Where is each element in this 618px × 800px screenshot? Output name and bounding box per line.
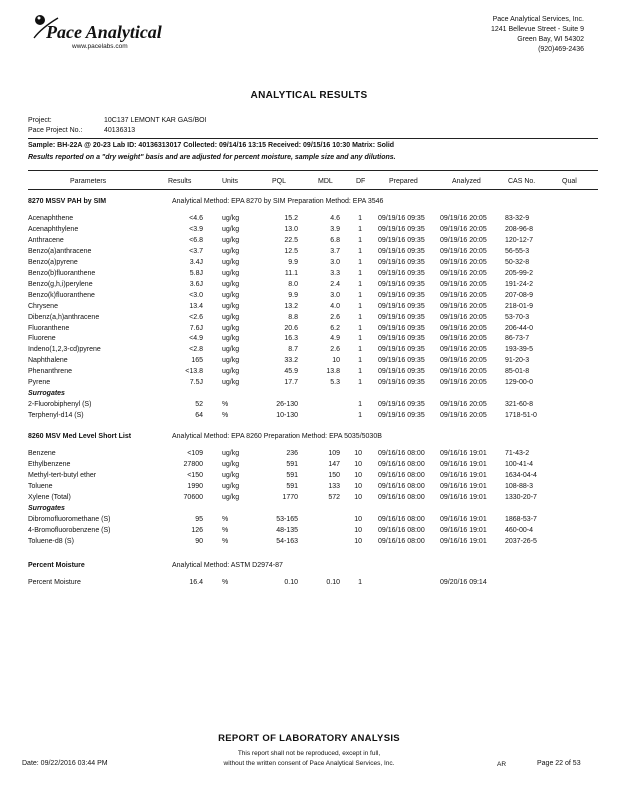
table-cell: ug/kg <box>222 225 240 233</box>
table-cell: 09/19/16 09:35 <box>378 269 425 277</box>
report-date: Date: 09/22/2016 03:44 PM <box>22 760 108 767</box>
table-cell: 1 <box>358 357 362 365</box>
table-cell: 10 <box>354 493 362 501</box>
section-method: Analytical Method: EPA 8270 by SIM Preparation Method: EPA 3546 <box>172 198 384 205</box>
col-cas: CAS No. <box>508 178 536 185</box>
table-cell: 52 <box>195 401 203 409</box>
section-name: Percent Moisture <box>28 561 85 569</box>
table-cell: 133 <box>328 482 340 490</box>
table-cell: 71-43-2 <box>505 450 530 458</box>
table-cell: 13.0 <box>284 225 298 233</box>
table-cell: 09/19/16 09:35 <box>378 302 425 310</box>
table-cell: 165 <box>191 357 203 365</box>
table-cell: 09/16/16 08:00 <box>378 493 425 501</box>
surrogates-label: Surrogates <box>28 390 65 398</box>
table-cell: 09/19/16 20:05 <box>440 412 487 420</box>
results-note: Results reported on a "dry weight" basis and are adjusted for percent moisture, sample size and any dilutions. <box>28 154 396 161</box>
col-parameters: Parameters <box>70 178 107 185</box>
table-cell: 11.1 <box>284 269 298 277</box>
table-cell: 8.7 <box>288 346 298 354</box>
table-cell: 22.5 <box>284 236 298 244</box>
table-cell: 09/16/16 19:01 <box>440 461 487 468</box>
table-cell: 218-01-9 <box>505 302 534 310</box>
section-method: Analytical Method: EPA 8260 Preparation Method: EPA 5035/5030B <box>172 433 382 441</box>
table-cell: ug/kg <box>222 461 240 468</box>
table-cell: 09/16/16 08:00 <box>378 482 425 490</box>
table-cell: <6.8 <box>189 236 203 244</box>
table-cell: 8.8 <box>288 313 298 321</box>
table-cell: Acenaphthene <box>28 215 74 222</box>
col-pql: PQL <box>272 178 287 185</box>
table-cell: 7.5J <box>189 379 203 387</box>
table-cell: <2.8 <box>189 346 203 354</box>
table-cell: <2.6 <box>189 313 203 321</box>
table-cell: % <box>222 412 229 420</box>
table-cell: 90 <box>195 537 203 545</box>
table-cell: 09/16/16 19:01 <box>440 450 487 458</box>
table-cell: 10 <box>354 482 362 490</box>
col-mdl: MDL <box>318 178 333 185</box>
table-cell: 13.2 <box>284 302 298 310</box>
table-cell: 09/19/16 20:05 <box>440 335 487 343</box>
table-cell: 09/16/16 08:00 <box>378 461 425 468</box>
table-cell: 0.10 <box>326 578 340 586</box>
table-cell: 09/19/16 20:05 <box>440 280 487 288</box>
company-name: Pace Analytical Services, Inc. <box>492 16 584 23</box>
table-cell: 7.6J <box>189 324 203 332</box>
table-cell: 3.4J <box>189 258 203 266</box>
table-cell: 10 <box>354 471 362 479</box>
table-cell: 10 <box>354 526 362 534</box>
logo-url: www.pacelabs.com <box>72 43 128 50</box>
table-cell: ug/kg <box>222 493 240 501</box>
table-cell: 2.6 <box>330 346 340 354</box>
company-address <box>491 15 584 55</box>
table-cell: ug/kg <box>222 324 240 332</box>
table-cell: 4-Bromofluorobenzene (S) <box>28 526 111 534</box>
table-cell: 1 <box>358 225 362 233</box>
table-cell: Chrysene <box>28 302 58 310</box>
table-cell: 09/19/16 20:05 <box>440 357 487 365</box>
table-cell: 09/19/16 20:05 <box>440 401 487 409</box>
table-cell: 1 <box>358 258 362 266</box>
section-name: 8260 MSV Med Level Short List <box>28 433 132 441</box>
table-cell: 70600 <box>183 493 203 501</box>
table-cell: 1 <box>358 368 362 376</box>
page-number: Page 22 of 53 <box>537 760 581 767</box>
table-cell: 09/19/16 20:05 <box>440 258 487 266</box>
table-cell: ug/kg <box>222 258 240 266</box>
table-cell: 12.5 <box>284 247 298 255</box>
table-cell: 53-165 <box>276 515 298 523</box>
table-cell: 1 <box>358 578 362 586</box>
page-title: ANALYTICAL RESULTS <box>250 90 368 101</box>
table-cell: 09/19/16 20:05 <box>440 313 487 321</box>
table-cell: 2.6 <box>330 313 340 321</box>
table-cell: <3.0 <box>189 291 203 299</box>
table-cell: ug/kg <box>222 236 240 244</box>
table-cell: 1634-04-4 <box>505 471 537 479</box>
table-cell: <150 <box>187 471 203 479</box>
company-city: Green Bay, WI 54302 <box>517 36 584 43</box>
table-cell: 09/19/16 20:05 <box>440 247 487 255</box>
disclaimer-line-1: This report shall not be reproduced, except in full, <box>237 750 381 757</box>
table-cell: Ethylbenzene <box>28 461 71 468</box>
table-cell: ug/kg <box>222 450 240 458</box>
table-cell: 109 <box>328 450 340 458</box>
table-cell: 4.9 <box>330 335 340 343</box>
table-cell: 53-70-3 <box>505 313 530 321</box>
table-cell: 10 <box>354 537 362 545</box>
table-cell: 86-73-7 <box>505 335 530 343</box>
table-cell: <3.9 <box>189 225 203 233</box>
table-cell: 205-99-2 <box>505 269 534 277</box>
table-cell: ug/kg <box>222 247 240 255</box>
table-cell: % <box>222 401 229 409</box>
table-cell: 09/19/16 09:35 <box>378 335 425 343</box>
table-cell: % <box>222 578 229 586</box>
table-cell: Benzo(a)pyrene <box>28 258 78 266</box>
table-cell: <3.7 <box>189 247 203 255</box>
table-cell: 09/16/16 08:00 <box>378 537 425 545</box>
table-cell: 193-39-5 <box>505 346 534 354</box>
table-cell: 09/16/16 08:00 <box>378 450 425 458</box>
table-cell: 3.6J <box>189 280 203 288</box>
table-cell: 591 <box>286 461 298 468</box>
table-cell: 4.6 <box>330 215 340 222</box>
table-cell: Fluoranthene <box>28 324 70 332</box>
table-cell: Pyrene <box>28 379 51 387</box>
table-cell: 09/19/16 09:35 <box>378 357 425 365</box>
table-cell: 20.6 <box>284 324 298 332</box>
table-cell: 3.9 <box>330 225 340 233</box>
table-cell: Toluene <box>28 482 53 490</box>
section-name: 8270 MSSV PAH by SIM <box>28 198 107 205</box>
table-cell: 09/16/16 19:01 <box>440 526 487 534</box>
table-cell: 572 <box>328 493 340 501</box>
table-cell: 206-44-0 <box>505 324 534 332</box>
table-cell: Benzo(g,h,i)perylene <box>28 280 93 288</box>
disclaimer-line-2: without the written consent of Pace Analytical Services, Inc. <box>223 760 395 767</box>
table-cell: ug/kg <box>222 291 240 299</box>
pace-project-label: Pace Project No.: <box>28 127 83 134</box>
table-cell: 09/16/16 19:01 <box>440 482 487 490</box>
table-cell: 54-163 <box>276 537 298 545</box>
table-cell: 09/19/16 20:05 <box>440 291 487 299</box>
table-cell: <13.8 <box>185 368 203 376</box>
table-cell: Dibenz(a,h)anthracene <box>28 313 100 321</box>
table-cell: 147 <box>328 461 340 468</box>
table-cell: 460-00-4 <box>505 526 534 534</box>
pace-project-value: 40136313 <box>104 127 136 134</box>
company-street: 1241 Bellevue Street - Suite 9 <box>490 26 584 33</box>
sample-line: Sample: BH-22A @ 20-23 Lab ID: 40136313017 Collected: 09/14/16 13:15 Received: 09/15/16 10:30 Matrix: Solid <box>28 142 395 149</box>
table-cell: 5.8J <box>189 269 203 277</box>
table-cell: 2-Fluorobiphenyl (S) <box>28 401 92 409</box>
table-cell: 09/16/16 08:00 <box>378 526 425 534</box>
table-cell: Indeno(1,2,3-cd)pyrene <box>28 346 101 354</box>
table-cell: <4.9 <box>189 335 203 343</box>
project-value: 10C137 LEMONT KAR GAS/BOI <box>104 117 207 124</box>
table-cell: 1330-20-7 <box>505 493 537 501</box>
table-cell: 191-24-2 <box>505 280 534 288</box>
table-cell: Terphenyl-d14 (S) <box>28 412 84 420</box>
table-cell: 15.2 <box>284 215 298 222</box>
table-cell: 09/19/16 09:35 <box>378 247 425 255</box>
table-cell: ug/kg <box>222 346 240 354</box>
table-cell: ug/kg <box>222 313 240 321</box>
table-cell: 13.4 <box>189 302 203 310</box>
table-cell: 8.0 <box>288 280 298 288</box>
table-cell: 150 <box>328 471 340 479</box>
table-cell: 16.4 <box>189 578 203 586</box>
table-cell: 10 <box>354 450 362 458</box>
table-cell: ug/kg <box>222 357 240 365</box>
table-cell: 10 <box>354 515 362 523</box>
table-cell: ug/kg <box>222 215 240 222</box>
table-cell: 1718-51-0 <box>505 412 537 420</box>
table-cell: 09/19/16 20:05 <box>440 236 487 244</box>
table-cell: Benzo(b)fluoranthene <box>28 269 96 277</box>
table-cell: 1 <box>358 401 362 409</box>
table-cell: 33.2 <box>284 357 298 365</box>
table-cell: 4.0 <box>330 302 340 310</box>
col-units: Units <box>222 178 238 185</box>
table-cell: 48-135 <box>276 526 298 534</box>
table-cell: 50-32-8 <box>505 258 530 266</box>
table-cell: ug/kg <box>222 269 240 277</box>
table-cell: 1 <box>358 302 362 310</box>
table-cell: 09/19/16 09:35 <box>378 401 425 409</box>
table-cell: ug/kg <box>222 335 240 343</box>
table-cell: 95 <box>195 515 203 523</box>
company-phone: (920)469-2436 <box>538 46 584 53</box>
table-cell: Naphthalene <box>28 357 68 365</box>
table-cell: 236 <box>286 450 298 458</box>
table-cell: 09/20/16 09:14 <box>440 578 487 586</box>
table-cell: 09/19/16 09:35 <box>378 368 425 376</box>
section-method: Analytical Method: ASTM D2974-87 <box>172 561 283 569</box>
table-cell: Percent Moisture <box>28 578 81 586</box>
table-cell: 207-08-9 <box>505 291 534 299</box>
table-cell: 1 <box>358 335 362 343</box>
surrogates-label: Surrogates <box>28 504 65 512</box>
table-cell: 10-130 <box>276 412 298 420</box>
table-cell: 09/19/16 20:05 <box>440 379 487 387</box>
report-initials: AR <box>497 761 507 768</box>
table-cell: 09/19/16 09:35 <box>378 313 425 321</box>
table-cell: 83-32-9 <box>505 215 530 222</box>
table-cell: <4.6 <box>189 215 203 222</box>
divider <box>28 170 598 171</box>
table-cell: 56-55-3 <box>505 247 530 255</box>
table-cell: 09/16/16 19:01 <box>440 471 487 479</box>
table-cell: 5.3 <box>330 379 340 387</box>
table-cell: ug/kg <box>222 368 240 376</box>
table-cell: 09/19/16 09:35 <box>378 225 425 233</box>
table-cell: 1 <box>358 313 362 321</box>
table-cell: 26-130 <box>276 401 298 409</box>
table-cell: 1868-53-7 <box>505 515 537 523</box>
divider <box>28 138 598 139</box>
table-cell: 10 <box>354 461 362 468</box>
table-cell: 108-88-3 <box>505 482 534 490</box>
table-cell: 09/16/16 08:00 <box>378 471 425 479</box>
table-cell: % <box>222 537 229 545</box>
table-cell: 09/16/16 19:01 <box>440 515 487 523</box>
table-cell: % <box>222 515 229 523</box>
table-cell: Phenanthrene <box>28 368 72 376</box>
table-cell: 100-41-4 <box>505 461 534 468</box>
table-cell: 3.7 <box>330 247 340 255</box>
table-cell: 591 <box>286 471 298 479</box>
table-cell: 09/19/16 20:05 <box>440 269 487 277</box>
table-cell: <109 <box>187 450 203 458</box>
table-cell: 10 <box>332 357 340 365</box>
table-cell: 13.8 <box>326 368 340 376</box>
table-cell: 09/16/16 08:00 <box>378 515 425 523</box>
table-cell: Toluene-d8 (S) <box>28 537 74 545</box>
table-cell: 45.9 <box>284 368 298 376</box>
table-cell: Fluorene <box>28 335 56 343</box>
table-cell: 2.4 <box>330 280 340 288</box>
table-cell: 09/19/16 20:05 <box>440 368 487 376</box>
col-qual: Qual <box>562 178 577 185</box>
table-cell: 120-12-7 <box>505 236 534 244</box>
table-cell: Benzo(k)fluoranthene <box>28 291 95 299</box>
table-cell: 1770 <box>282 493 298 501</box>
table-cell: 6.8 <box>330 236 340 244</box>
table-cell: 1 <box>358 324 362 332</box>
table-cell: 1 <box>358 291 362 299</box>
table-cell: ug/kg <box>222 482 240 490</box>
table-cell: 17.7 <box>284 379 298 387</box>
col-results: Results <box>168 178 192 185</box>
divider <box>28 189 598 190</box>
table-cell: 1990 <box>187 482 203 490</box>
table-cell: 129-00-0 <box>505 379 534 387</box>
table-cell: 09/19/16 20:05 <box>440 215 487 222</box>
table-cell: ug/kg <box>222 280 240 288</box>
table-cell: 1 <box>358 215 362 222</box>
table-cell: 3.0 <box>330 258 340 266</box>
table-cell: 3.3 <box>330 269 340 277</box>
table-cell: 09/19/16 09:35 <box>378 280 425 288</box>
table-cell: 09/19/16 09:35 <box>378 379 425 387</box>
table-cell: 09/19/16 20:05 <box>440 225 487 233</box>
table-cell: % <box>222 526 229 534</box>
table-cell: 9.9 <box>288 291 298 299</box>
table-cell: 09/19/16 09:35 <box>378 324 425 332</box>
table-cell: 09/19/16 09:35 <box>378 291 425 299</box>
table-cell: 91-20-3 <box>505 357 530 365</box>
table-cell: 1 <box>358 269 362 277</box>
table-cell: Acenaphthylene <box>28 225 79 233</box>
table-cell: 321-60-8 <box>505 401 534 409</box>
table-cell: 09/16/16 19:01 <box>440 537 487 545</box>
table-cell: Xylene (Total) <box>28 493 71 501</box>
table-cell: Benzo(a)anthracene <box>28 247 92 255</box>
table-cell: 09/16/16 19:01 <box>440 493 487 501</box>
table-cell: 85-01-8 <box>505 368 530 376</box>
table-cell: 16.3 <box>284 335 298 343</box>
table-cell: 9.9 <box>288 258 298 266</box>
table-cell: 1 <box>358 280 362 288</box>
table-cell: 09/19/16 09:35 <box>378 236 425 244</box>
logo-wordmark: Pace Analytical <box>46 22 162 42</box>
table-cell: ug/kg <box>222 471 240 479</box>
table-cell: 1 <box>358 346 362 354</box>
table-cell: 09/19/16 20:05 <box>440 302 487 310</box>
table-cell: 0.10 <box>284 578 298 586</box>
table-cell: 09/19/16 09:35 <box>378 346 425 354</box>
table-cell: 64 <box>195 412 203 420</box>
table-cell: Anthracene <box>28 236 64 244</box>
table-cell: 1 <box>358 412 362 420</box>
table-cell: Benzene <box>28 450 56 458</box>
table-cell: Dibromofluoromethane (S) <box>28 515 111 523</box>
table-cell: 09/19/16 09:35 <box>378 258 425 266</box>
table-cell: Methyl-tert-butyl ether <box>28 471 97 479</box>
table-cell: 591 <box>286 482 298 490</box>
table-cell: 3.0 <box>330 291 340 299</box>
table-cell: 1 <box>358 379 362 387</box>
table-cell: 208-96-8 <box>505 225 534 233</box>
table-cell: ug/kg <box>222 302 240 310</box>
table-cell: 09/19/16 20:05 <box>440 324 487 332</box>
table-cell: 126 <box>191 526 203 534</box>
table-cell: 6.2 <box>330 324 340 332</box>
table-cell: 09/19/16 09:35 <box>378 412 425 420</box>
table-cell: 1 <box>358 247 362 255</box>
col-df: DF <box>356 178 366 185</box>
project-label: Project: <box>28 117 52 124</box>
col-analyzed: Analyzed <box>452 178 481 185</box>
table-cell: 09/19/16 09:35 <box>378 215 425 222</box>
table-cell: 09/19/16 20:05 <box>440 346 487 354</box>
report-title: REPORT OF LABORATORY ANALYSIS <box>218 733 400 744</box>
table-cell: 2037-26-5 <box>505 537 537 545</box>
table-cell: ug/kg <box>222 379 240 387</box>
table-cell: 1 <box>358 236 362 244</box>
table-cell: 27800 <box>183 461 203 468</box>
col-prepared: Prepared <box>389 178 418 185</box>
